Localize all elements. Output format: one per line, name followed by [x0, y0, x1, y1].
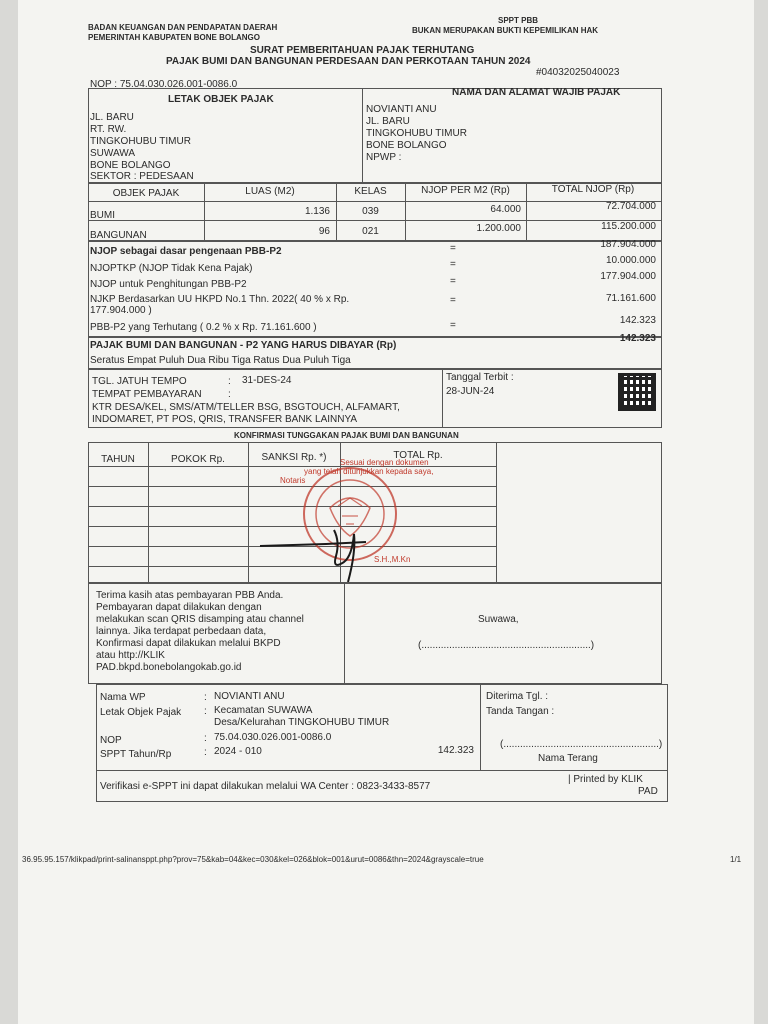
table-cell: 1.200.000	[476, 223, 521, 234]
receipt-nop-label: NOP	[100, 735, 122, 746]
payment-places: INDOMARET, PT POS, QRIS, TRANSFER BANK LAINNYA	[92, 414, 358, 425]
received-date-label: Diterima Tgl. :	[486, 691, 549, 702]
printed-by: PAD	[638, 786, 658, 797]
due-date-label: TGL. JATUH TEMPO	[92, 376, 187, 387]
calc-label: NJOP untuk Penghitungan PBB-P2	[90, 279, 247, 290]
table-cell: 64.000	[490, 204, 521, 215]
document-page: BADAN KEUANGAN DAN PENDAPATAN DAERAH PEMERINTAH KABUPATEN BONE BOLANGO SPPT PBB BUKAN MERUPAKAN BUKTI KEPEMILIKAN HAK SURAT PEMBERITAHUAN PAJAK TERHUTANG PAJAK BUMI DAN BANGUNAN PERDESAAN DAN PERKOTAAN TAHUN 2024 NOP : 75.04.030.026.001-0086.0 #04032025040023 LETAK OBJEK PAJAK JL. BARU RT. RW. TINGKOHUBU TIMUR SUWAWA BONE BOLANGO SEKTOR : PEDESAAN NAMA DAN ALAMAT WAJIB PAJAK NOVIANTI ANU JL. BARU TINGKOHUBU TIMUR BONE BOLANGO NPWP : OBJEK PAJAK LUAS (M2) KELAS NJOP PER M2 (Rp) TOTAL NJOP (Rp) BUMI 1.136 039 64.000 72.704.000 BANGUNAN 96 021 1.200.000 115.200.000 NJOP sebagai dasar pengenaan PBB-P2 = 187.904.000 NJOPTKP (NJOP Tidak Kena Pajak) = 10.000.000 NJOP untuk Penghitungan PBB-P2 = 177.904.000 NJKP Berdasarkan UU HKPD No.1 Thn. 2022( 40 % x Rp. 177.904.000 ) = 71.161.600 PBB-P2 yang Terhutang ( 0.2 % x Rp. 71.161.600 ) = 142.323 PAJAK BUMI DAN BANGUNAN - P2 YANG HARUS DIBAYAR (Rp) 142.323 Seratus Empat Puluh Dua Ribu Tiga Ratus Dua Puluh Tiga TGL. JATUH TEMPO : 31-DES-24 TEMPAT PEMBAYARAN : KTR DESA/KEL, SMS/ATM/TELLER BSG, BSGTOUCH, ALFAMART, INDOMARET, PT POS, QRIS, TRANSFER BANK LAINNYA Tanggal Terbit : 28-JUN-24 KONFIRMASI TUNGGAKAN PAJAK BUMI DAN BANGUNAN TAHUN POKOK Rp. SANKSI Rp. *) TOTAL Rp. Sesuai dengan dokumen yang telah ditunjukkan kepada saya, Notaris S.H.,M.Kn Terima kasih atas pembayaran PBB Anda. Pembayaran dapat dilakukan dengan melakukan scan QRIS disamping atau channel lainnya. Jika terdapat perbedaan data, Konfirmasi dapat dilakukan melalui BKPD atau http://KLIK PAD.bkpd.bonebolangokab.go.id Suwawa, (.............................................................) Nama WP : NOVIANTI ANU Letak Objek Pajak : Kecamatan SUWAWA Desa/Kelurahan TINGKOHUBU TIMUR NOP : 75.04.030.026.001-0086.0 SPPT Tahun/Rp : 2024 - 010 142.323 Diterima Tgl. : Tanda Tangan : (........................................................) Nama Terang Verifikasi e-SPPT ini dapat dilakukan melalui WA Center : 0823-3433-8577 | Printed by KLIK PAD 36.95.95.157/klikpad/print-salinansppt.php?prov=75&kab=04&kec=030&kel=026&blok=001&urut=0086&thn=2024&grayscale=true 1/1	[18, 0, 754, 1024]
arrears-title: KONFIRMASI TUNGGAKAN PAJAK BUMI DAN BANGUNAN	[234, 431, 459, 440]
issued-label: Tanggal Terbit :	[446, 372, 514, 383]
calc-eq: =	[450, 259, 456, 270]
receipt-sign-line: (........................................................)	[500, 739, 663, 750]
table-header: OBJEK PAJAK	[112, 188, 180, 199]
stamp-note: Sesuai dengan dokumen	[340, 458, 429, 467]
table-header: NJOP PER M2 (Rp)	[421, 185, 510, 196]
thanks-line: melakukan scan QRIS disamping atau channel	[96, 614, 304, 625]
sppt-code: SPPT PBB	[498, 16, 539, 25]
table-header: KELAS	[354, 186, 387, 197]
location-line: BONE BOLANGO	[90, 160, 171, 171]
taxpayer-line: NOVIANTI ANU	[366, 104, 437, 115]
receipt-name-value: NOVIANTI ANU	[214, 691, 285, 702]
receipt-location-label: Letak Objek Pajak	[100, 707, 182, 718]
location-line: TINGKOHUBU TIMUR	[90, 136, 191, 147]
payment-place-label: TEMPAT PEMBAYARAN	[92, 389, 202, 400]
ownership-disclaimer: BUKAN MERUPAKAN BUKTI KEPEMILIKAN HAK	[412, 26, 599, 35]
location-heading: LETAK OBJEK PAJAK	[168, 94, 274, 105]
table-cell: BANGUNAN	[90, 230, 147, 241]
table-cell: BUMI	[90, 210, 115, 221]
thanks-line: atau http://KLIK	[96, 650, 165, 661]
taxpayer-heading: NAMA DAN ALAMAT WAJIB PAJAK	[452, 87, 621, 98]
thanks-link: PAD.bkpd.bonebolangokab.go.id	[96, 662, 242, 673]
calc-value: 10.000.000	[605, 255, 656, 266]
calc-value: 71.161.600	[605, 293, 656, 304]
calc-label: NJKP Berdasarkan UU HKPD No.1 Thn. 2022( 40 % x Rp.	[90, 294, 350, 305]
calc-eq: =	[450, 295, 456, 306]
issued-date: 28-JUN-24	[446, 386, 495, 397]
document-subtitle: PAJAK BUMI DAN BANGUNAN PERDESAAN DAN PERKOTAAN TAHUN 2024	[166, 56, 531, 67]
calc-label: NJOPTKP (NJOP Tidak Kena Pajak)	[90, 263, 253, 274]
arrears-header: SANKSI Rp. *)	[261, 452, 327, 463]
calc-eq: =	[450, 276, 456, 287]
table-cell: 1.136	[304, 206, 330, 217]
qr-code-icon	[618, 373, 656, 411]
name-terang: Nama Terang	[538, 753, 598, 764]
location-line: SUWAWA	[90, 148, 135, 159]
receipt-location: Kecamatan SUWAWA	[214, 705, 313, 716]
payment-places: KTR DESA/KEL, SMS/ATM/TELLER BSG, BSGTOUCH, ALFAMART,	[92, 402, 400, 413]
table-cell: 039	[362, 206, 379, 217]
document-title: SURAT PEMBERITAHUAN PAJAK TERHUTANG	[250, 45, 475, 56]
taxpayer-line: NPWP :	[366, 152, 402, 163]
stamp-note: Notaris	[280, 476, 306, 485]
arrears-header: TAHUN	[101, 454, 135, 465]
calc-eq: =	[450, 243, 456, 254]
table-header: TOTAL NJOP (Rp)	[551, 184, 635, 195]
due-amount: 142.323	[619, 333, 656, 344]
receipt-amount: 142.323	[437, 745, 474, 756]
printed-by: | Printed by KLIK	[568, 774, 643, 785]
receipt-year-label: SPPT Tahun/Rp	[100, 749, 172, 760]
thanks-line: Pembayaran dapat dilakukan dengan	[96, 602, 262, 613]
sign-line: (.............................................................)	[418, 640, 595, 651]
nop-number: NOP : 75.04.030.026.001-0086.0	[90, 79, 238, 90]
receipt-year-value: 2024 - 010	[214, 746, 262, 757]
page-number: 1/1	[730, 855, 742, 864]
receipt-name-label: Nama WP	[100, 692, 146, 703]
thanks-line: Terima kasih atas pembayaran PBB Anda.	[96, 590, 284, 601]
thanks-line: Konfirmasi dapat dilakukan melalui BKPD	[96, 638, 281, 649]
location-line: SEKTOR : PEDESAAN	[90, 171, 194, 182]
due-date: 31-DES-24	[242, 375, 292, 386]
receipt-location: Desa/Kelurahan TINGKOHUBU TIMUR	[214, 717, 390, 728]
due-in-words: Seratus Empat Puluh Dua Ribu Tiga Ratus Dua Puluh Tiga	[90, 355, 351, 366]
calc-label: NJOP sebagai dasar pengenaan PBB-P2	[90, 246, 282, 257]
calc-value: 187.904.000	[600, 239, 656, 250]
calc-value: 177.904.000	[600, 271, 656, 282]
calc-label-cont: 177.904.000 )	[90, 305, 152, 316]
arrears-header: TOTAL Rp.	[393, 450, 443, 461]
thanks-line: lainnya. Jika terdapat perbedaan data,	[96, 626, 267, 637]
taxpayer-line: JL. BARU	[366, 116, 410, 127]
table-header: LUAS (M2)	[245, 186, 295, 197]
signature-label: Tanda Tangan :	[486, 706, 555, 717]
document-number: #04032025040023	[536, 67, 620, 78]
table-cell: 72.704.000	[605, 201, 656, 212]
agency-line-2: PEMERINTAH KABUPATEN BONE BOLANGO	[88, 33, 260, 42]
arrears-header: POKOK Rp.	[171, 454, 225, 465]
verification-note: Verifikasi e-SPPT ini dapat dilakukan melalui WA Center : 0823-3433-8577	[100, 781, 431, 792]
stamp-signer: S.H.,M.Kn	[374, 555, 411, 564]
calc-label: PBB-P2 yang Terhutang ( 0.2 % x Rp. 71.161.600 )	[90, 322, 317, 333]
location-line: RT. RW.	[90, 124, 127, 135]
receipt-nop-value: 75.04.030.026.001-0086.0	[214, 732, 332, 743]
taxpayer-line: TINGKOHUBU TIMUR	[366, 128, 467, 139]
calc-eq: =	[450, 320, 456, 331]
stamp-note: yang telah ditunjukkan kepada saya,	[304, 467, 434, 476]
agency-line-1: BADAN KEUANGAN DAN PENDAPATAN DAERAH	[88, 23, 278, 32]
taxpayer-line: BONE BOLANGO	[366, 140, 447, 151]
calc-value: 142.323	[619, 315, 656, 326]
sign-place: Suwawa,	[478, 614, 519, 625]
print-url: 36.95.95.157/klikpad/print-salinansppt.php?prov=75&kab=04&kec=030&kel=026&blok=001&urut=0086&thn=2024&grayscale=true	[22, 855, 484, 864]
table-cell: 021	[362, 226, 379, 237]
table-cell: 115.200.000	[601, 221, 656, 232]
location-line: JL. BARU	[90, 112, 134, 123]
table-cell: 96	[318, 226, 330, 237]
signature-icon	[256, 516, 396, 586]
due-label: PAJAK BUMI DAN BANGUNAN - P2 YANG HARUS DIBAYAR (Rp)	[90, 340, 397, 351]
